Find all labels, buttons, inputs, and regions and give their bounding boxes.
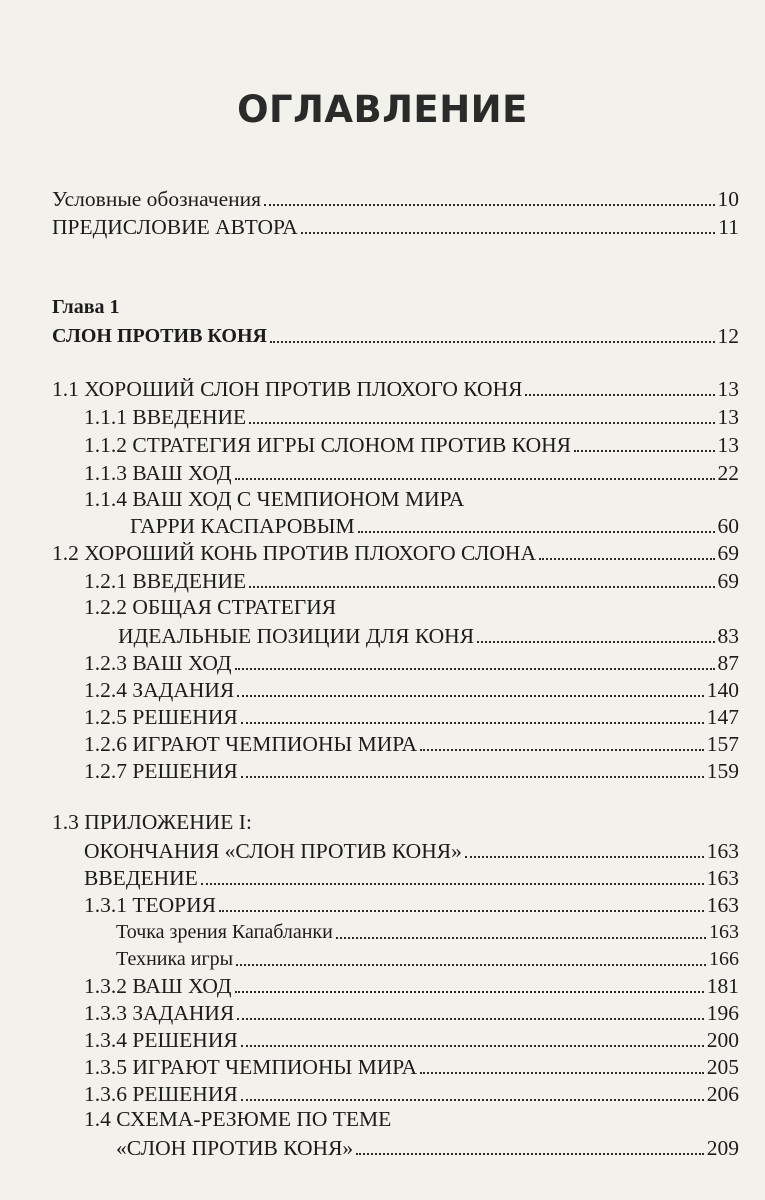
toc-entry-text: 1.2.6 ИГРАЮТ ЧЕМПИОНЫ МИРА [84,732,417,756]
toc-leader-dots [249,422,714,424]
toc-entry [52,374,739,402]
toc-entry-text: 1.3 ПРИЛОЖЕНИЕ I: [52,810,252,834]
toc-entry [84,402,739,430]
toc-entry-text: 1.2.3 ВАШ ХОД [84,651,232,675]
toc-page-number: 69 [717,569,739,593]
toc-entry [84,1052,739,1080]
toc-leader-dots [477,641,714,643]
toc-entry-text: 1.1 ХОРОШИЙ СЛОН ПРОТИВ ПЛОХОГО КОНЯ [52,377,523,401]
toc-page-number: 10 [717,187,739,211]
toc-entry-text: 1.2.5 РЕШЕНИЯ [84,705,238,729]
toc-page-number: 181 [706,974,739,998]
toc-entry-text: 1.3.6 РЕШЕНИЯ [84,1082,238,1106]
toc-page-number: 11 [718,215,739,239]
toc-entry-text: ВВЕДЕНИЕ [84,866,198,890]
toc-entry [84,458,739,486]
toc-page-number: 205 [706,1055,739,1079]
toc-entry-text: 1.1.4 ВАШ ХОД С ЧЕМПИОНОМ МИРА [84,487,465,511]
toc-entry-text: Техника игры [116,948,234,970]
toc-page-number: 163 [709,921,739,943]
toc-entry-text: Условные обозначения [52,187,262,211]
toc-leader-dots [574,450,715,452]
toc-page-number: 69 [717,541,739,565]
toc-page-number: 196 [706,1001,739,1025]
toc-page-number: 147 [706,705,739,729]
toc-entry-text: 1.1.2 СТРАТЕГИЯ ИГРЫ СЛОНОМ ПРОТИВ КОНЯ [84,433,571,457]
toc-leader-dots [264,204,714,206]
toc-leader-dots [236,964,706,966]
toc-leader-dots [249,586,714,588]
toc-entry [116,1133,739,1161]
toc-leader-dots [301,232,716,234]
toc-entry-text: 1.3.5 ИГРАЮТ ЧЕМПИОНЫ МИРА [84,1055,417,1079]
toc-entry [84,675,739,703]
toc-entry-text: ГАРРИ КАСПАРОВЫМ [130,514,355,538]
toc-leader-dots [420,1072,704,1074]
toc-entry [52,212,739,240]
toc-entry [52,538,739,566]
toc-entry [84,566,739,594]
toc-page-number: 163 [706,866,739,890]
toc-entry [84,998,739,1026]
toc-leader-dots [539,558,715,560]
toc-entry [84,890,739,918]
toc-leader-dots [241,1045,704,1047]
chapter-title-entry [52,321,739,349]
toc-entry-text: 1.2.2 ОБЩАЯ СТРАТЕГИЯ [84,595,337,619]
toc-leader-dots [237,1018,703,1020]
toc-page-number: 206 [706,1082,739,1106]
toc-entry-text: СЛОН ПРОТИВ КОНЯ [52,325,267,347]
toc-page-number: 83 [717,624,739,648]
toc-entry-text: 1.1.1 ВВЕДЕНИЕ [84,405,247,429]
toc-entry [84,1025,739,1053]
toc-page-number: 209 [706,1136,739,1160]
toc-leader-dots [235,478,715,480]
toc-page-number: 157 [706,732,739,756]
toc-leader-dots [465,856,704,858]
toc-leader-dots [241,722,704,724]
toc-leader-dots [235,991,704,993]
toc-page-number: 13 [717,433,739,457]
toc-entry-text: ОКОНЧАНИЯ «СЛОН ПРОТИВ КОНЯ» [84,839,462,863]
toc-entry-text: 1.3.3 ЗАДАНИЯ [84,1001,235,1025]
toc-page-number: 13 [717,377,739,401]
toc-page-number: 163 [706,839,739,863]
toc-page-number: 22 [717,461,739,485]
chapter-label: Глава 1 [52,296,120,318]
toc-leader-dots [235,668,715,670]
toc-page-number: 87 [717,651,739,675]
toc-entry-text: 1.2.7 РЕШЕНИЯ [84,759,238,783]
toc-leader-dots [336,937,706,939]
toc-entry [84,729,739,757]
toc-page-number: 159 [706,759,739,783]
toc-entry-text: ПРЕДИСЛОВИЕ АВТОРА [52,215,298,239]
toc-leader-dots [525,394,714,396]
toc-entry-text: 1.2 ХОРОШИЙ КОНЬ ПРОТИВ ПЛОХОГО СЛОНА [52,541,536,565]
toc-page-number: 140 [706,678,739,702]
toc-leader-dots [358,531,715,533]
toc-leader-dots [420,749,704,751]
toc-entry [84,648,739,676]
toc-leader-dots [241,776,704,778]
toc-leader-dots [237,695,703,697]
toc-entry [52,184,739,212]
toc-entry [84,836,739,864]
toc-entry [116,917,739,945]
toc-entry [84,863,739,891]
page-title: ОГЛАВЛЕНИЕ [237,88,528,131]
toc-entry [84,756,739,784]
toc-entry-text: «СЛОН ПРОТИВ КОНЯ» [116,1136,354,1160]
toc-leader-dots [201,883,704,885]
toc-entry-text: 1.3.2 ВАШ ХОД [84,974,232,998]
toc-leader-dots [356,1153,704,1155]
toc-entry-text: 1.3.1 ТЕОРИЯ [84,893,216,917]
toc-entry [84,1079,739,1107]
toc-entry [116,944,739,972]
toc-entry-text: 1.3.4 РЕШЕНИЯ [84,1028,238,1052]
toc-entry-text: 1.4 СХЕМА-РЕЗЮМЕ ПО ТЕМЕ [84,1107,392,1131]
toc-entry [84,702,739,730]
toc-entry-text: ИДЕАЛЬНЫЕ ПОЗИЦИИ ДЛЯ КОНЯ [118,624,475,648]
toc-entry [118,621,739,649]
toc-leader-dots [241,1099,704,1101]
toc-entry [84,430,739,458]
toc-page-number: 200 [706,1028,739,1052]
toc-page-number: 13 [717,405,739,429]
toc-entry-text: 1.1.3 ВАШ ХОД [84,461,232,485]
toc-page-number: 60 [717,514,739,538]
toc-page-number: 12 [717,324,739,348]
toc-entry-text: 1.2.1 ВВЕДЕНИЕ [84,569,247,593]
toc-leader-dots [219,910,704,912]
toc-entry [84,971,739,999]
toc-entry [130,511,739,539]
toc-leader-dots [270,341,715,343]
toc-entry-text: Точка зрения Капабланки [116,921,333,943]
toc-page-number: 163 [706,893,739,917]
toc-page-number: 166 [709,948,739,970]
toc-entry-text: 1.2.4 ЗАДАНИЯ [84,678,235,702]
